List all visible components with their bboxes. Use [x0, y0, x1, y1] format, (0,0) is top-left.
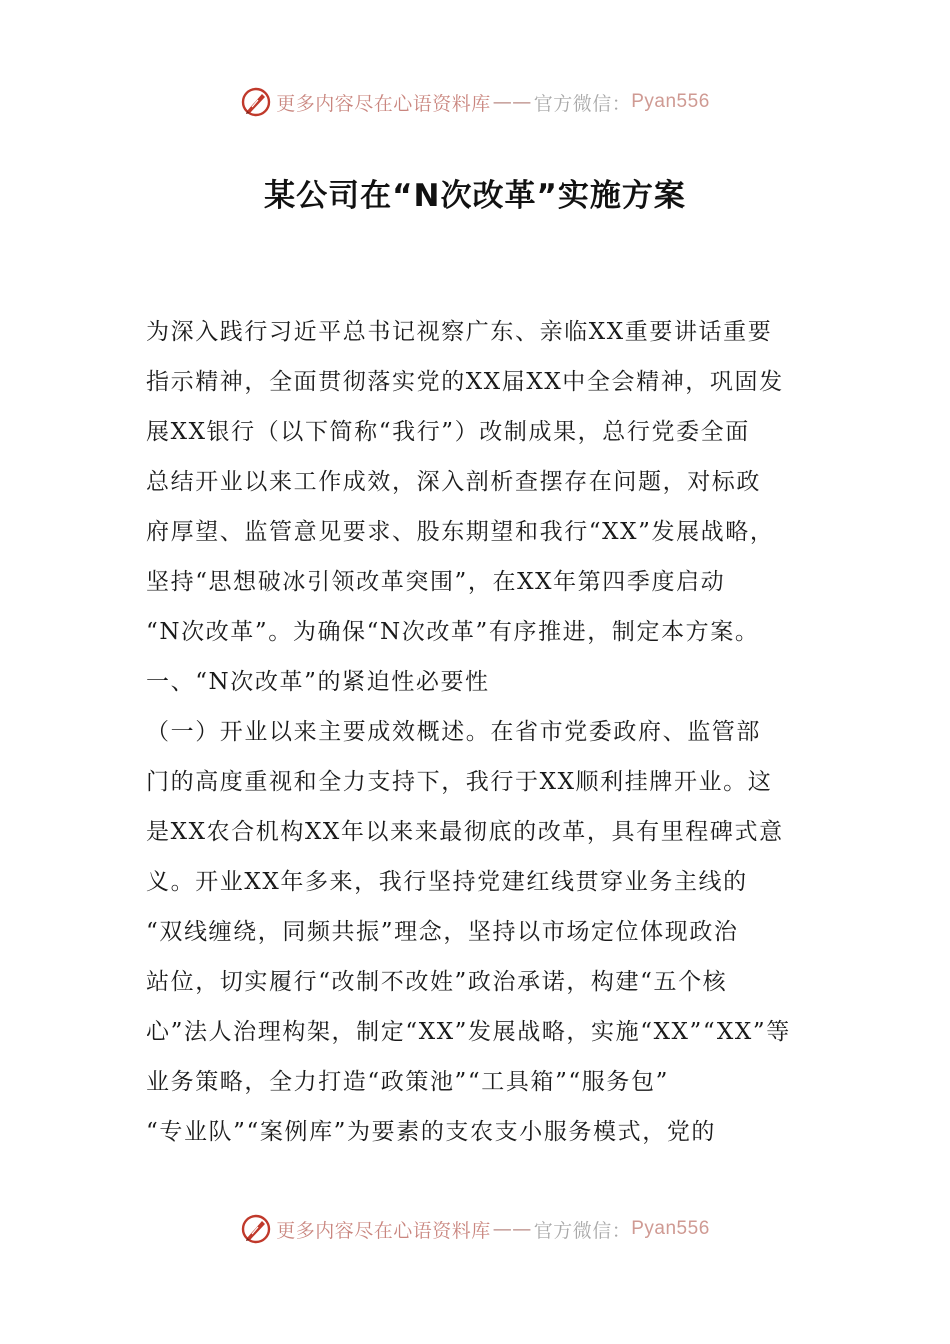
- body-text-line: 一、“N次改革”的紧迫性必要性: [146, 669, 490, 695]
- body-text-line: 义。开业XX年多来，我行坚持党建红线贯穿业务主线的: [146, 869, 748, 895]
- banner-main-text: 更多内容尽在心语资料库: [276, 92, 491, 115]
- body-text-line: “双线缠绕，同频共振”理念，坚持以市场定位体现政治: [146, 919, 739, 945]
- watermark-banner-top: [0, 82, 950, 122]
- body-text-line: （一）开业以来主要成效概述。在省市党委政府、监管部: [146, 719, 761, 745]
- banner-separator: ——: [492, 91, 532, 113]
- body-text-line: 门的高度重视和全力支持下，我行于XX顺利挂牌开业。这: [146, 769, 773, 795]
- body-text-line: 心”法人治理构架，制定“XX”发展战略，实施“XX”“XX”等: [146, 1019, 791, 1045]
- pen-logo-icon: [240, 86, 272, 118]
- pen-logo-icon: [240, 1213, 272, 1245]
- document-body: [146, 307, 826, 1157]
- body-text-line: “专业队”“案例库”为要素的支农支小服务模式，党的: [146, 1119, 717, 1145]
- body-text-line: 指示精神，全面贯彻落实党的XX届XX中全会精神，巩固发: [146, 369, 784, 395]
- banner-wechat-id: Pyan556: [631, 91, 710, 112]
- body-text-line: 总结开业以来工作成效，深入剖析查摆存在问题，对标政: [146, 469, 761, 495]
- body-text-line: 业务策略，全力打造“政策池”“工具箱”“服务包”: [146, 1069, 669, 1095]
- body-text-line: 展XX银行（以下简称“我行”）改制成果，总行党委全面: [146, 419, 750, 445]
- body-text-line: 府厚望、监管意见要求、股东期望和我行“XX”发展战略，: [146, 519, 775, 545]
- watermark-banner-bottom: [0, 1209, 950, 1249]
- body-text-line: 站位，切实履行“改制不改姓”政治承诺，构建“五个核: [146, 969, 728, 995]
- banner-separator: ——: [492, 1218, 532, 1240]
- body-text-line: 是XX农合机构XX年以来来最彻底的改革，具有里程碑式意: [146, 819, 784, 845]
- banner-wechat-id: Pyan556: [631, 1218, 710, 1239]
- body-text-line: 坚持“思想破冰引领改革突围”，在XX年第四季度启动: [146, 569, 726, 595]
- banner-main-text: 更多内容尽在心语资料库: [276, 1219, 491, 1242]
- document-title: 某公司在“N次改革”实施方案: [264, 178, 686, 214]
- banner-sub-text: 官方微信：: [533, 1219, 632, 1242]
- body-text-line: 为深入践行习近平总书记视察广东、亲临XX重要讲话重要: [146, 319, 773, 345]
- banner-sub-text: 官方微信：: [533, 92, 632, 115]
- body-text-line: “N次改革”。为确保“N次改革”有序推进，制定本方案。: [146, 619, 760, 645]
